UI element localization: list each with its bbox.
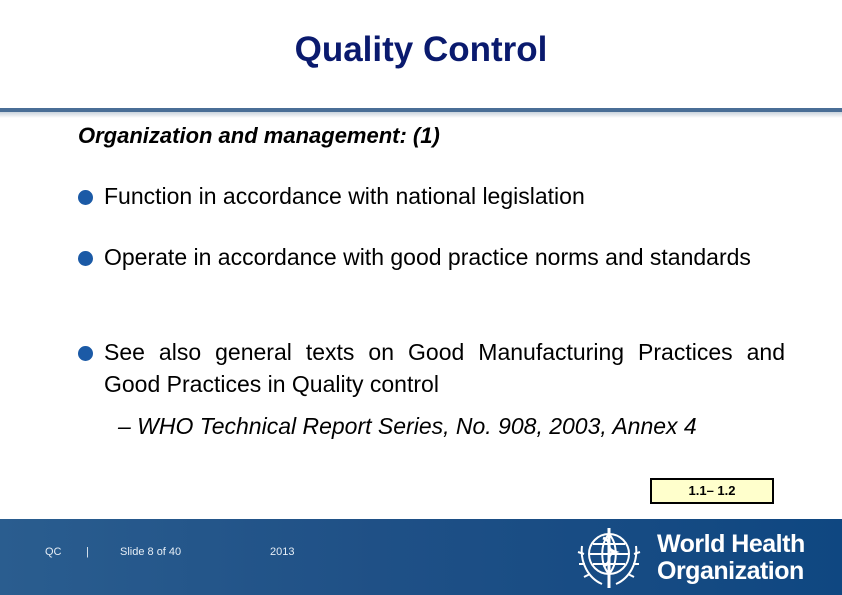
footer-separator: |	[86, 546, 89, 558]
bullet-item	[78, 336, 785, 400]
reference-box: 1.1– 1.2	[650, 478, 774, 504]
footer-section: QC	[45, 546, 62, 558]
bullet-text: Function in accordance with national legislation	[104, 183, 585, 209]
bullet-text: Operate in accordance with good practice norms and standards	[104, 244, 751, 270]
who-wordmark	[657, 531, 805, 585]
footer-year: 2013	[270, 546, 295, 558]
bullet-dot-icon	[78, 251, 93, 266]
title-divider-shadow	[0, 112, 842, 118]
who-emblem-icon	[572, 524, 646, 592]
footer-bar	[0, 519, 842, 595]
section-subheading: Organization and management: (1)	[78, 123, 440, 148]
sub-bullet-reference: – WHO Technical Report Series, No. 908, 2003, Annex 4	[118, 413, 697, 439]
bullet-text: See also general texts on Good Manufacturing Practices and Good Practices in Quality control	[104, 339, 785, 397]
slide-title: Quality Control	[294, 30, 548, 69]
slide-number: Slide 8 of 40	[120, 546, 182, 558]
org-name-line1: World Health	[657, 530, 805, 558]
bullet-item	[78, 241, 785, 273]
bullet-item	[78, 180, 785, 212]
org-name-line2: Organization	[657, 557, 804, 585]
bullet-dot-icon	[78, 346, 93, 361]
bullet-dot-icon	[78, 190, 93, 205]
